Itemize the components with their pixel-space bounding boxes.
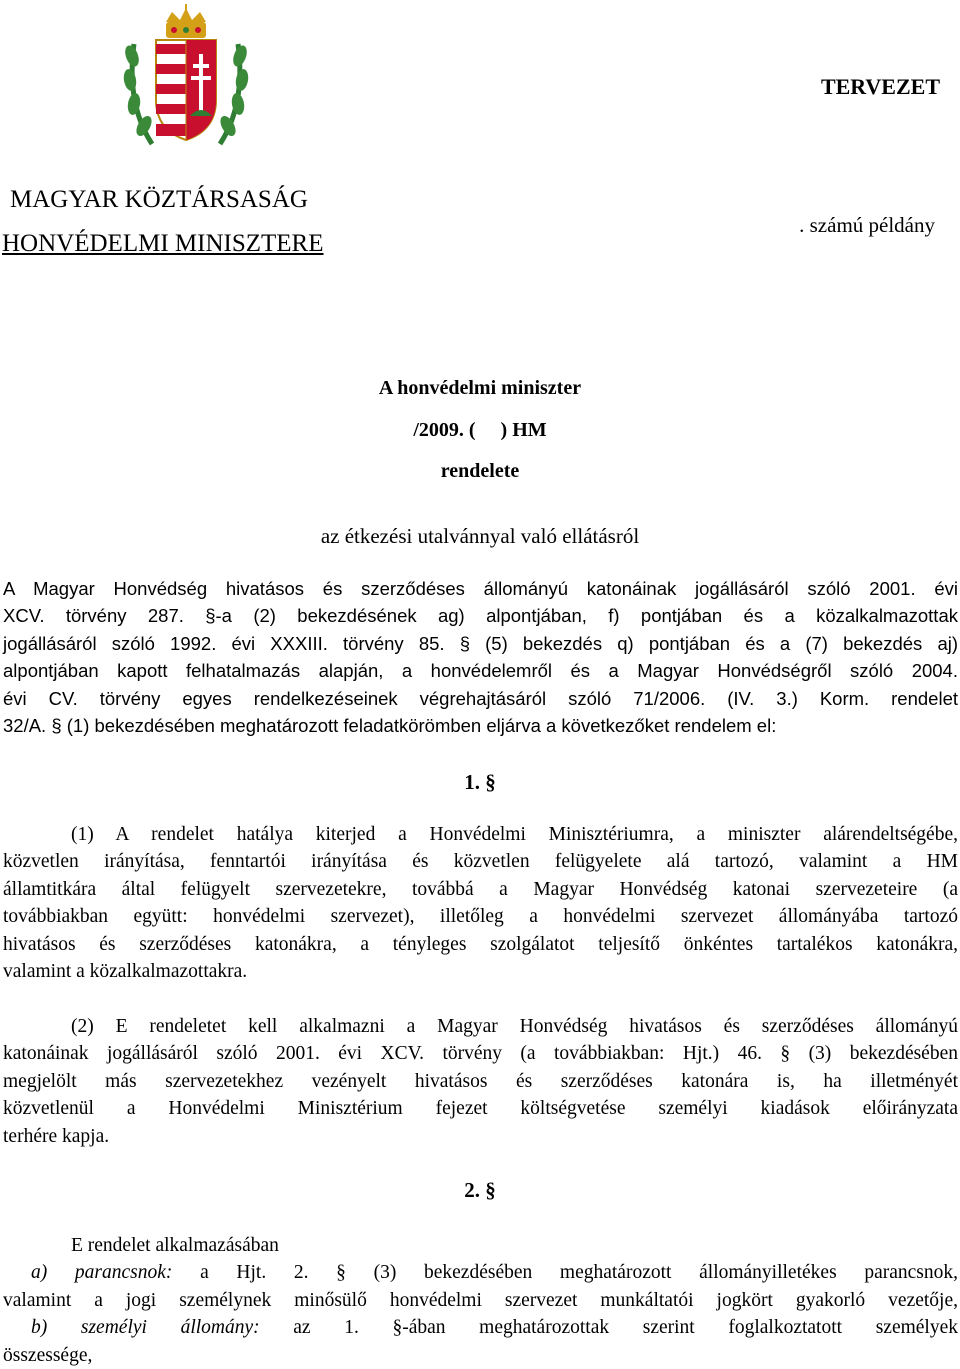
title-number: /2009. ( ) HM [413, 419, 547, 441]
preamble-line: évi CV. törvény egyes rendelkezéseinek végrehajtásáról szóló 71/2006. (IV. 3.) Korm. rendelet [3, 687, 958, 709]
title-line2 [0, 419, 960, 442]
paragraph-line: terhére kapja. [3, 1125, 110, 1147]
paragraph-line: hivatásos és szerződéses katonákra, a tényleges szolgálatot teljesítő önkéntes tartalékos katonákra, [3, 933, 958, 955]
definition-b [3, 1314, 958, 1341]
paragraph-line: közvetlenül a Honvédelmi Minisztérium fejezet költségvetése személyi kiadások előirányzata [3, 1098, 958, 1120]
paragraph-line: közvetlen irányítása, fenntartói irányítása és közvetlen felügyelete alá tartozó, valamint a HM [3, 851, 958, 873]
definition-b-text: az 1. §-ában meghatározottak szerint foglalkoztatott személyek [259, 1317, 958, 1339]
paragraph-line: katonáinak jogállásáról szóló 2001. évi XCV. törvény (a továbbiakban: Hjt.) 46. § (3) bekezdésében [3, 1043, 958, 1065]
section-2-heading: 2. § [464, 1178, 496, 1202]
preamble-line: 32/A. § (1) bekezdésében meghatározott feladatkörömben eljárva a következőket rendelem el: [3, 715, 777, 737]
preamble-line: XCV. törvény 287. §-a (2) bekezdésének ag) alpontjában, f) pontjában és a közalkalmazottak [3, 605, 958, 627]
section-1-paragraph-1 [3, 821, 958, 985]
definition-b-continued: összessége, [3, 1344, 93, 1366]
paragraph-line: (1) A rendelet hatálya kiterjed a Honvédelmi Minisztériumra, a miniszter alárendeltségébe, [71, 824, 958, 845]
paragraph-line: (2) E rendeletet kell alkalmazni a Magyar Honvédség hivatásos és szerződéses állományú [71, 1016, 958, 1037]
definition-a-term: a) parancsnok: [31, 1262, 173, 1284]
definition-a [3, 1259, 958, 1286]
title-subject: az étkezési utalvánnyal való ellátásról [320, 524, 640, 548]
definition-a-continued: valamint a jogi személynek minősülő honvédelmi szervezet munkáltatói jogkört gyakorló vezetője, [3, 1289, 958, 1311]
section-1-heading: 1. § [464, 770, 496, 794]
copy-number: . számú példány [799, 213, 935, 237]
paragraph-line: államtitkára által felügyelt szervezetekre, továbbá a Magyar Honvédség katonai szervezeteire (a [3, 878, 958, 900]
preamble [3, 575, 958, 739]
title-line3: rendelete [440, 460, 520, 482]
section-2-definitions [3, 1232, 958, 1369]
preamble-line: jogállásáról szóló 1992. évi XXXIII. törvény 85. § (5) bekezdés q) pontjában és a (7) bekezdés aj) [3, 632, 958, 654]
preamble-line: A Magyar Honvédség hivatásos és szerződéses állományú katonáinak jogállásáról szóló 2001. évi [3, 578, 958, 599]
paragraph-line: valamint a közalkalmazottakra. [3, 961, 248, 983]
definition-a-text: a Hjt. 2. § (3) bekezdésében meghatározott állományilletékes parancsnok, [172, 1262, 958, 1284]
ministry-name-line1: MAGYAR KÖZTÁRSASÁG [10, 186, 308, 213]
draft-label: TERVEZET [820, 74, 940, 99]
coat-of-arms-icon [122, 4, 250, 150]
definition-b-term: b) személyi állomány: [31, 1317, 260, 1339]
paragraph-line: továbbiakban együtt: honvédelmi szervezet), illetőleg a honvédelmi szervezet állományába tartozó [3, 906, 958, 928]
ministry-name-line2: HONVÉDELMI MINISZTERE [2, 230, 324, 257]
paragraph-line: megjelölt más szervezetekhez vezényelt hivatásos és szerződéses katonára is, ha illetményét [3, 1070, 958, 1092]
preamble-line: alpontjában kapott felhatalmazás alapján, a honvédelemről és a Magyar Honvédségről szóló 2004. [3, 660, 958, 682]
title-line1: A honvédelmi miniszter [378, 377, 582, 399]
section-1-paragraph-2 [3, 1013, 958, 1150]
definitions-intro: E rendelet alkalmazásában [71, 1235, 279, 1256]
